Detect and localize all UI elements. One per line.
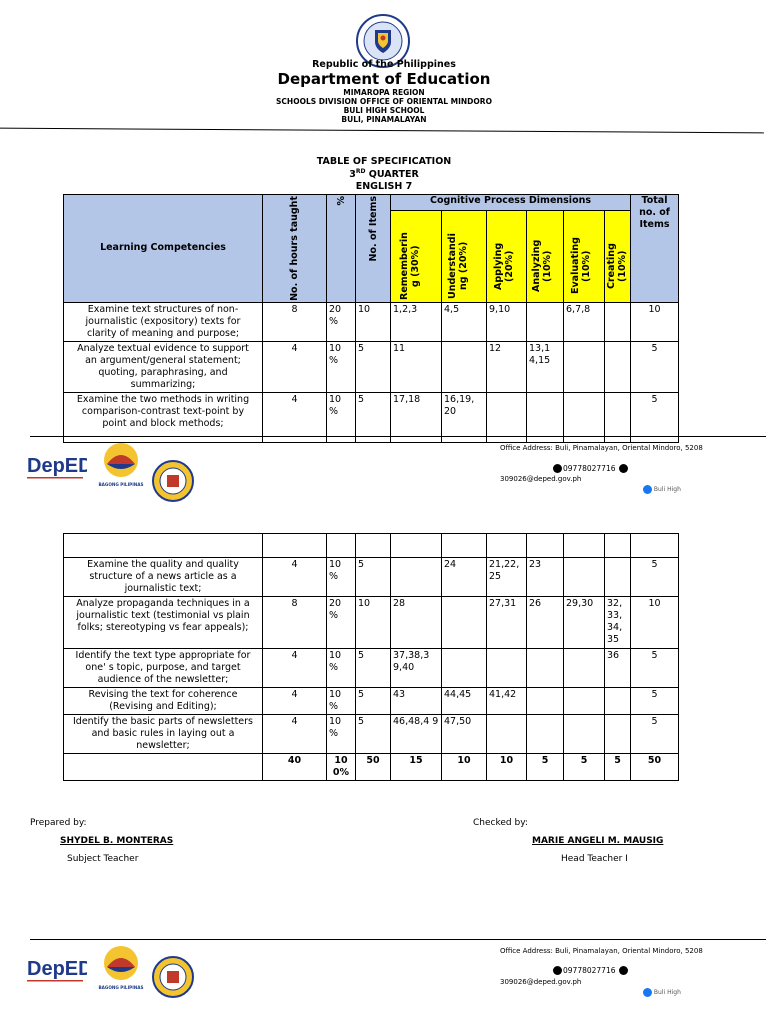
hours-cell: 4 bbox=[263, 558, 327, 597]
table-row bbox=[64, 715, 679, 754]
region-label: MIMAROPA REGION bbox=[343, 88, 425, 97]
total-total-cell: 50 bbox=[631, 754, 679, 781]
remembering-cell: 17,18 bbox=[391, 392, 442, 442]
applying-cell bbox=[487, 392, 527, 442]
total-creating-cell: 5 bbox=[605, 754, 631, 781]
table-row bbox=[64, 597, 679, 649]
facebook-line: Buli High bbox=[643, 485, 681, 494]
competency-cell: Examine the two methods in writing comparison-contrast text-point by point and block methods; bbox=[64, 392, 263, 442]
understanding-cell: 44,45 bbox=[442, 688, 487, 715]
hours-cell: 4 bbox=[263, 688, 327, 715]
items-cell: 10 bbox=[356, 302, 391, 341]
hours-cell: 4 bbox=[263, 341, 327, 392]
evaluating-cell bbox=[564, 715, 605, 754]
analyzing-cell bbox=[527, 688, 564, 715]
evaluating-cell: 6,7,8 bbox=[564, 302, 605, 341]
analyzing-cell bbox=[527, 302, 564, 341]
applying-header: Applying (20%) bbox=[487, 211, 527, 303]
hours-cell: 4 bbox=[263, 649, 327, 688]
items-cell: 5 bbox=[356, 558, 391, 597]
items-cell: 5 bbox=[356, 341, 391, 392]
creating-cell bbox=[605, 688, 631, 715]
creating-cell bbox=[605, 302, 631, 341]
analyzing-cell bbox=[527, 649, 564, 688]
total-percent-cell: 10 0% bbox=[327, 754, 356, 781]
prepared-by-role: Subject Teacher bbox=[67, 854, 139, 864]
remembering-cell: 28 bbox=[391, 597, 442, 649]
prepared-by-name: SHYDEL B. MONTERAS bbox=[60, 836, 174, 846]
creating-header: Creating (10%) bbox=[605, 211, 631, 303]
total-cell: 5 bbox=[631, 715, 679, 754]
competency-cell: Identify the text type appropriate for one' s topic, purpose, and target audience of the newsletter; bbox=[64, 649, 263, 688]
creating-cell: 36 bbox=[605, 649, 631, 688]
total-cell: 5 bbox=[631, 558, 679, 597]
table-row bbox=[64, 649, 679, 688]
total-cell: 5 bbox=[631, 341, 679, 392]
analyzing-cell bbox=[527, 715, 564, 754]
email-address: 309026@deped.gov.ph bbox=[500, 475, 582, 483]
items-cell: 5 bbox=[356, 715, 391, 754]
facebook-icon bbox=[643, 988, 652, 997]
total-cell: 5 bbox=[631, 688, 679, 715]
percent-cell: 10 % bbox=[327, 688, 356, 715]
remembering-cell: 43 bbox=[391, 688, 442, 715]
table-row bbox=[64, 688, 679, 715]
understanding-cell bbox=[442, 597, 487, 649]
hours-header: No. of hours taught bbox=[263, 195, 327, 303]
place-label: BULI, PINAMALAYAN bbox=[341, 115, 427, 124]
totals-row bbox=[64, 754, 679, 781]
total-analyzing-cell: 5 bbox=[527, 754, 564, 781]
phone-line: 09778027716 bbox=[553, 966, 628, 975]
header-divider bbox=[0, 128, 764, 134]
creating-cell bbox=[605, 341, 631, 392]
hours-cell: 4 bbox=[263, 392, 327, 442]
competency-cell: Revising the text for coherence (Revising and Editing); bbox=[64, 688, 263, 715]
school-seal-logo bbox=[152, 956, 194, 998]
understanding-cell: 16,19, 20 bbox=[442, 392, 487, 442]
document-title: TABLE OF SPECIFICATION bbox=[316, 156, 452, 167]
table-row bbox=[64, 558, 679, 597]
evaluating-cell bbox=[564, 558, 605, 597]
applying-cell: 12 bbox=[487, 341, 527, 392]
items-cell: 5 bbox=[356, 392, 391, 442]
cognitive-dimensions-header: Cognitive Process Dimensions bbox=[391, 195, 631, 211]
department-title: Department of Education bbox=[277, 70, 491, 88]
total-items-cell: 50 bbox=[356, 754, 391, 781]
percent-header: % bbox=[327, 195, 356, 303]
creating-cell bbox=[605, 715, 631, 754]
understanding-cell: 24 bbox=[442, 558, 487, 597]
understanding-cell bbox=[442, 341, 487, 392]
deped-logo bbox=[27, 953, 87, 987]
total-cell: 10 bbox=[631, 597, 679, 649]
subject-label: ENGLISH 7 bbox=[355, 181, 413, 192]
understanding-cell: 4,5 bbox=[442, 302, 487, 341]
total-cell: 5 bbox=[631, 392, 679, 442]
specification-table-page1 bbox=[63, 194, 679, 443]
bagong-pilipinas-logo bbox=[97, 440, 145, 488]
total-competency-cell bbox=[64, 754, 263, 781]
school-label: BULI HIGH SCHOOL bbox=[343, 106, 425, 115]
remembering-cell: 46,48,4 9 bbox=[391, 715, 442, 754]
facebook-icon bbox=[643, 485, 652, 494]
deped-logo bbox=[27, 450, 87, 484]
table-row bbox=[64, 534, 679, 558]
table-row bbox=[64, 302, 679, 341]
percent-cell: 10 % bbox=[327, 392, 356, 442]
remembering-cell: 37,38,3 9,40 bbox=[391, 649, 442, 688]
creating-cell bbox=[605, 558, 631, 597]
remembering-cell: 11 bbox=[391, 341, 442, 392]
analyzing-cell bbox=[527, 392, 564, 442]
phone-line: 09778027716 bbox=[553, 464, 628, 473]
percent-cell: 10 % bbox=[327, 341, 356, 392]
learning-competencies-header: Learning Competencies bbox=[64, 195, 263, 303]
total-cell: 10 bbox=[631, 302, 679, 341]
evaluating-cell bbox=[564, 341, 605, 392]
specification-table-page2 bbox=[63, 533, 679, 781]
svg-text:DepED: DepED bbox=[27, 958, 87, 980]
office-address: Office Address: Buli, Pinamalayan, Oriental Mindoro, 5208 bbox=[500, 947, 703, 955]
competency-cell: Analyze textual evidence to support an argument/general statement; quoting, paraphrasing, and summarizing; bbox=[64, 341, 263, 392]
percent-cell: 20 % bbox=[327, 302, 356, 341]
competency-cell: Examine text structures of non-journalistic (expository) texts for clarity of meaning and purpose; bbox=[64, 302, 263, 341]
hours-cell: 4 bbox=[263, 715, 327, 754]
republic-label: Republic of the Philippines bbox=[312, 59, 456, 70]
analyzing-cell: 26 bbox=[527, 597, 564, 649]
remembering-cell: 1,2,3 bbox=[391, 302, 442, 341]
total-remembering-cell: 15 bbox=[391, 754, 442, 781]
creating-cell bbox=[605, 392, 631, 442]
total-cell: 5 bbox=[631, 649, 679, 688]
phone-icon bbox=[553, 966, 562, 975]
email-icon bbox=[619, 966, 628, 975]
quarter-label: 3RD QUARTER bbox=[349, 168, 419, 181]
understanding-cell: 47,50 bbox=[442, 715, 487, 754]
school-seal-logo bbox=[152, 460, 194, 502]
table-row bbox=[64, 341, 679, 392]
total-applying-cell: 10 bbox=[487, 754, 527, 781]
bagong-pilipinas-logo bbox=[97, 943, 145, 991]
percent-cell: 10 % bbox=[327, 558, 356, 597]
applying-cell: 21,22, 25 bbox=[487, 558, 527, 597]
remembering-cell bbox=[391, 558, 442, 597]
svg-text:BAGONG PILIPINAS: BAGONG PILIPINAS bbox=[98, 482, 144, 487]
analyzing-cell: 13,1 4,15 bbox=[527, 341, 564, 392]
evaluating-cell: 29,30 bbox=[564, 597, 605, 649]
competency-cell: Identify the basic parts of newsletters and basic rules in laying out a newsletter; bbox=[64, 715, 263, 754]
table-row bbox=[64, 392, 679, 442]
footer-divider bbox=[30, 436, 766, 437]
office-address: Office Address: Buli, Pinamalayan, Oriental Mindoro, 5208 bbox=[500, 444, 703, 452]
items-cell: 5 bbox=[356, 688, 391, 715]
phone-icon bbox=[553, 464, 562, 473]
prepared-by-label: Prepared by: bbox=[30, 818, 87, 828]
division-label: SCHOOLS DIVISION OFFICE OF ORIENTAL MINDORO bbox=[276, 97, 492, 106]
evaluating-header: Evaluating (10%) bbox=[564, 211, 605, 303]
applying-cell bbox=[487, 715, 527, 754]
analyzing-cell: 23 bbox=[527, 558, 564, 597]
checked-by-role: Head Teacher I bbox=[561, 854, 628, 864]
understanding-header: Understandi ng (20%) bbox=[442, 211, 487, 303]
analyzing-header: Analyzing (10%) bbox=[527, 211, 564, 303]
creating-cell: 32, 33, 34, 35 bbox=[605, 597, 631, 649]
items-cell: 10 bbox=[356, 597, 391, 649]
total-items-header: Total no. of Items bbox=[631, 195, 679, 303]
evaluating-cell bbox=[564, 649, 605, 688]
remembering-header: Rememberin g (30%) bbox=[391, 211, 442, 303]
understanding-cell bbox=[442, 649, 487, 688]
applying-cell: 41,42 bbox=[487, 688, 527, 715]
percent-cell: 20 % bbox=[327, 597, 356, 649]
applying-cell: 9,10 bbox=[487, 302, 527, 341]
total-understanding-cell: 10 bbox=[442, 754, 487, 781]
evaluating-cell bbox=[564, 688, 605, 715]
facebook-line: Buli High bbox=[643, 988, 681, 997]
svg-text:BAGONG PILIPINAS: BAGONG PILIPINAS bbox=[98, 985, 144, 990]
checked-by-label: Checked by: bbox=[473, 818, 528, 828]
hours-cell: 8 bbox=[263, 597, 327, 649]
percent-cell: 10 % bbox=[327, 715, 356, 754]
total-evaluating-cell: 5 bbox=[564, 754, 605, 781]
applying-cell: 27,31 bbox=[487, 597, 527, 649]
svg-text:DepED: DepED bbox=[27, 455, 87, 477]
competency-cell: Examine the quality and quality structure of a news article as a journalistic text; bbox=[64, 558, 263, 597]
items-header: No. of Items bbox=[356, 195, 391, 303]
competency-cell: Analyze propaganda techniques in a journalistic text (testimonial vs plain folks; stereotyping vs fear appeals); bbox=[64, 597, 263, 649]
checked-by-name: MARIE ANGELI M. MAUSIG bbox=[532, 836, 664, 846]
percent-cell: 10 % bbox=[327, 649, 356, 688]
email-icon bbox=[619, 464, 628, 473]
evaluating-cell bbox=[564, 392, 605, 442]
email-address: 309026@deped.gov.ph bbox=[500, 978, 582, 986]
footer-divider bbox=[30, 939, 766, 940]
applying-cell bbox=[487, 649, 527, 688]
hours-cell: 8 bbox=[263, 302, 327, 341]
total-hours-cell: 40 bbox=[263, 754, 327, 781]
items-cell: 5 bbox=[356, 649, 391, 688]
